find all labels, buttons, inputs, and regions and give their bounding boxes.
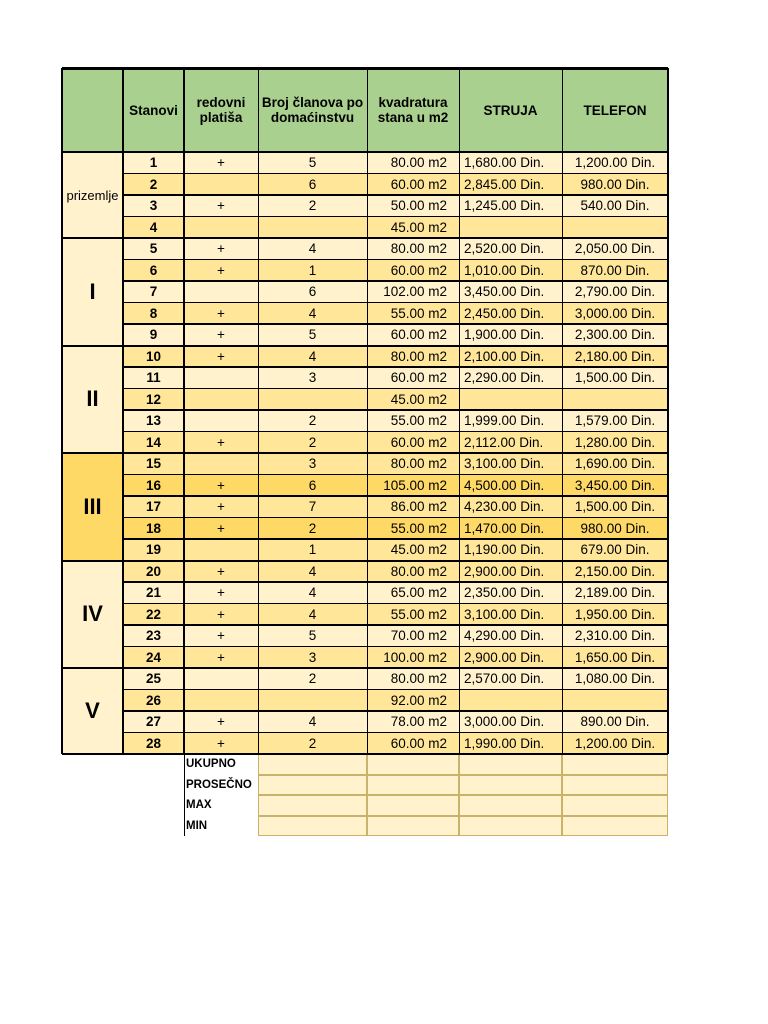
apartment-number-cell[interactable]: 1: [123, 152, 184, 174]
area-cell[interactable]: 102.00 m2: [367, 281, 459, 303]
summary-value-cell[interactable]: [367, 816, 459, 837]
phone-cell[interactable]: 2,050.00 Din.: [562, 238, 668, 260]
grid-line: [123, 581, 668, 583]
members-cell[interactable]: 4: [258, 604, 367, 626]
apartment-number-cell[interactable]: 19: [123, 539, 184, 561]
phone-cell[interactable]: 1,650.00 Din.: [562, 647, 668, 669]
electricity-cell[interactable]: 2,900.00 Din.: [459, 561, 562, 583]
regular-payer-cell[interactable]: [184, 367, 258, 389]
area-cell[interactable]: 80.00 m2: [367, 238, 459, 260]
apartment-number-cell[interactable]: 8: [123, 303, 184, 325]
electricity-cell[interactable]: 1,999.00 Din.: [459, 410, 562, 432]
phone-cell[interactable]: 2,180.00 Din.: [562, 346, 668, 368]
header-floor[interactable]: [62, 68, 123, 152]
grid-line: [184, 754, 185, 836]
apartment-number-cell[interactable]: 24: [123, 647, 184, 669]
electricity-cell[interactable]: 1,190.00 Din.: [459, 539, 562, 561]
electricity-cell[interactable]: [459, 217, 562, 239]
electricity-cell[interactable]: 2,845.00 Din.: [459, 174, 562, 196]
grid-line: [562, 68, 563, 754]
electricity-cell[interactable]: 1,470.00 Din.: [459, 518, 562, 540]
apartment-number-cell[interactable]: 25: [123, 668, 184, 690]
grid-line: [123, 431, 668, 432]
apartment-number-cell[interactable]: 4: [123, 217, 184, 239]
regular-payer-cell[interactable]: +: [184, 582, 258, 604]
regular-payer-cell[interactable]: +: [184, 260, 258, 282]
grid-line: [123, 624, 668, 626]
regular-payer-cell[interactable]: +: [184, 346, 258, 368]
grid-line: [123, 603, 668, 604]
area-cell[interactable]: 80.00 m2: [367, 561, 459, 583]
summary-value-cell[interactable]: [367, 775, 459, 796]
electricity-cell[interactable]: 3,450.00 Din.: [459, 281, 562, 303]
floor-label[interactable]: V: [62, 668, 123, 754]
members-cell[interactable]: 2: [258, 518, 367, 540]
apartment-number-cell[interactable]: 10: [123, 346, 184, 368]
summary-value-cell[interactable]: [562, 754, 668, 775]
summary-value-cell[interactable]: [367, 754, 459, 775]
regular-payer-cell[interactable]: [184, 453, 258, 475]
phone-cell[interactable]: 870.00 Din.: [562, 260, 668, 282]
regular-payer-cell[interactable]: [184, 174, 258, 196]
members-cell[interactable]: 3: [258, 647, 367, 669]
electricity-cell[interactable]: [459, 690, 562, 712]
members-cell[interactable]: 4: [258, 561, 367, 583]
members-cell[interactable]: 4: [258, 303, 367, 325]
electricity-cell[interactable]: 3,100.00 Din.: [459, 453, 562, 475]
apartment-number-cell[interactable]: 23: [123, 625, 184, 647]
electricity-cell[interactable]: 4,500.00 Din.: [459, 475, 562, 497]
electricity-cell[interactable]: 2,290.00 Din.: [459, 367, 562, 389]
members-cell[interactable]: [258, 217, 367, 239]
summary-label[interactable]: UKUPNO: [184, 754, 258, 775]
area-cell[interactable]: 100.00 m2: [367, 647, 459, 669]
apartment-number-cell[interactable]: 7: [123, 281, 184, 303]
electricity-cell[interactable]: 1,990.00 Din.: [459, 733, 562, 755]
regular-payer-cell[interactable]: +: [184, 195, 258, 217]
header-area[interactable]: kvadratura stana u m2: [367, 68, 459, 152]
members-cell[interactable]: 5: [258, 152, 367, 174]
floor-label[interactable]: I: [62, 238, 123, 346]
header-regular-payer[interactable]: redovni platiša: [184, 68, 258, 152]
members-cell[interactable]: 3: [258, 367, 367, 389]
regular-payer-cell[interactable]: [184, 389, 258, 411]
area-cell[interactable]: 60.00 m2: [367, 174, 459, 196]
apartment-number-cell[interactable]: 5: [123, 238, 184, 260]
grid-line: [62, 151, 668, 153]
regular-payer-cell[interactable]: +: [184, 432, 258, 454]
area-cell[interactable]: 70.00 m2: [367, 625, 459, 647]
apartment-number-cell[interactable]: 11: [123, 367, 184, 389]
area-cell[interactable]: 60.00 m2: [367, 324, 459, 346]
apartment-number-cell[interactable]: 3: [123, 195, 184, 217]
members-cell[interactable]: 1: [258, 260, 367, 282]
apartment-number-cell[interactable]: 20: [123, 561, 184, 583]
members-cell[interactable]: 2: [258, 733, 367, 755]
phone-cell[interactable]: 2,150.00 Din.: [562, 561, 668, 583]
grid-line: [123, 259, 668, 260]
members-cell[interactable]: 3: [258, 453, 367, 475]
summary-label[interactable]: MAX: [184, 795, 258, 816]
phone-cell[interactable]: 1,579.00 Din.: [562, 410, 668, 432]
apartment-number-cell[interactable]: 18: [123, 518, 184, 540]
apartment-number-cell[interactable]: 26: [123, 690, 184, 712]
summary-value-cell[interactable]: [459, 754, 562, 775]
grid-line: [123, 517, 668, 518]
members-cell[interactable]: 6: [258, 475, 367, 497]
members-cell[interactable]: 4: [258, 711, 367, 733]
regular-payer-cell[interactable]: +: [184, 496, 258, 518]
grid-line: [123, 409, 668, 411]
grid-line: [123, 495, 668, 497]
floor-label[interactable]: II: [62, 346, 123, 454]
header-members[interactable]: Broj članova po domaćinstvu: [258, 68, 367, 152]
members-cell[interactable]: 7: [258, 496, 367, 518]
apartment-number-cell[interactable]: 14: [123, 432, 184, 454]
grid-line: [62, 345, 668, 347]
grid-line: [123, 689, 668, 690]
header-apartments[interactable]: Stanovi: [123, 68, 184, 152]
members-cell[interactable]: 2: [258, 668, 367, 690]
electricity-cell[interactable]: 2,100.00 Din.: [459, 346, 562, 368]
grid-line: [123, 323, 668, 325]
phone-cell[interactable]: 1,950.00 Din.: [562, 604, 668, 626]
regular-payer-cell[interactable]: [184, 217, 258, 239]
apartment-number-cell[interactable]: 28: [123, 733, 184, 755]
phone-cell[interactable]: 3,450.00 Din.: [562, 475, 668, 497]
summary-value-cell[interactable]: [562, 795, 668, 816]
summary-value-cell[interactable]: [562, 816, 668, 837]
apartment-number-cell[interactable]: 27: [123, 711, 184, 733]
electricity-cell[interactable]: [459, 389, 562, 411]
area-cell[interactable]: 80.00 m2: [367, 453, 459, 475]
summary-value-cell[interactable]: [258, 795, 367, 816]
summary-label[interactable]: PROSEČNO: [184, 775, 258, 796]
phone-cell[interactable]: 1,080.00 Din.: [562, 668, 668, 690]
phone-cell[interactable]: [562, 217, 668, 239]
apartment-number-cell[interactable]: 21: [123, 582, 184, 604]
phone-cell[interactable]: 890.00 Din.: [562, 711, 668, 733]
members-cell[interactable]: 6: [258, 281, 367, 303]
phone-cell[interactable]: 1,200.00 Din.: [562, 152, 668, 174]
summary-label[interactable]: MIN: [184, 816, 258, 837]
apartment-number-cell[interactable]: 22: [123, 604, 184, 626]
summary-value-cell[interactable]: [459, 795, 562, 816]
members-cell[interactable]: 1: [258, 539, 367, 561]
electricity-cell[interactable]: 4,230.00 Din.: [459, 496, 562, 518]
area-cell[interactable]: 60.00 m2: [367, 367, 459, 389]
floor-label[interactable]: III: [62, 453, 123, 561]
members-cell[interactable]: 5: [258, 625, 367, 647]
regular-payer-cell[interactable]: +: [184, 324, 258, 346]
regular-payer-cell[interactable]: +: [184, 561, 258, 583]
grid-line: [123, 216, 668, 217]
regular-payer-cell[interactable]: +: [184, 625, 258, 647]
regular-payer-cell[interactable]: [184, 690, 258, 712]
regular-payer-cell[interactable]: [184, 281, 258, 303]
grid-line: [123, 538, 668, 540]
phone-cell[interactable]: [562, 690, 668, 712]
area-cell[interactable]: 92.00 m2: [367, 690, 459, 712]
area-cell[interactable]: 80.00 m2: [367, 668, 459, 690]
grid-line: [62, 452, 668, 454]
electricity-cell[interactable]: 3,000.00 Din.: [459, 711, 562, 733]
phone-cell[interactable]: 2,189.00 Din.: [562, 582, 668, 604]
apartment-number-cell[interactable]: 13: [123, 410, 184, 432]
members-cell[interactable]: 4: [258, 582, 367, 604]
grid-line: [123, 646, 668, 647]
phone-cell[interactable]: 2,310.00 Din.: [562, 625, 668, 647]
regular-payer-cell[interactable]: +: [184, 733, 258, 755]
area-cell[interactable]: 45.00 m2: [367, 539, 459, 561]
phone-cell[interactable]: 1,280.00 Din.: [562, 432, 668, 454]
regular-payer-cell[interactable]: +: [184, 152, 258, 174]
electricity-cell[interactable]: 1,900.00 Din.: [459, 324, 562, 346]
members-cell[interactable]: [258, 389, 367, 411]
grid-line: [61, 68, 63, 754]
area-cell[interactable]: 105.00 m2: [367, 475, 459, 497]
grid-line: [183, 68, 185, 754]
area-cell[interactable]: 60.00 m2: [367, 432, 459, 454]
apartment-number-cell[interactable]: 17: [123, 496, 184, 518]
area-cell[interactable]: 55.00 m2: [367, 410, 459, 432]
apartment-number-cell[interactable]: 6: [123, 260, 184, 282]
area-cell[interactable]: 78.00 m2: [367, 711, 459, 733]
phone-cell[interactable]: 2,300.00 Din.: [562, 324, 668, 346]
grid-line: [62, 237, 668, 239]
electricity-cell[interactable]: 2,520.00 Din.: [459, 238, 562, 260]
electricity-cell[interactable]: 1,680.00 Din.: [459, 152, 562, 174]
regular-payer-cell[interactable]: +: [184, 604, 258, 626]
phone-cell[interactable]: 679.00 Din.: [562, 539, 668, 561]
grid-line: [62, 667, 668, 669]
electricity-cell[interactable]: 2,112.00 Din.: [459, 432, 562, 454]
regular-payer-cell[interactable]: [184, 668, 258, 690]
area-cell[interactable]: 65.00 m2: [367, 582, 459, 604]
regular-payer-cell[interactable]: +: [184, 647, 258, 669]
phone-cell[interactable]: 1,500.00 Din.: [562, 496, 668, 518]
electricity-cell[interactable]: 2,570.00 Din.: [459, 668, 562, 690]
grid-line: [62, 560, 668, 562]
phone-cell[interactable]: 2,790.00 Din.: [562, 281, 668, 303]
electricity-cell[interactable]: 1,245.00 Din.: [459, 195, 562, 217]
grid-line: [123, 280, 668, 282]
members-cell[interactable]: [258, 690, 367, 712]
electricity-cell[interactable]: 2,350.00 Din.: [459, 582, 562, 604]
area-cell[interactable]: 55.00 m2: [367, 518, 459, 540]
apartment-number-cell[interactable]: 2: [123, 174, 184, 196]
summary-value-cell[interactable]: [562, 775, 668, 796]
grid-line: [122, 68, 124, 754]
area-cell[interactable]: 60.00 m2: [367, 733, 459, 755]
members-cell[interactable]: 2: [258, 432, 367, 454]
phone-cell[interactable]: 3,000.00 Din.: [562, 303, 668, 325]
area-cell[interactable]: 80.00 m2: [367, 346, 459, 368]
summary-value-cell[interactable]: [459, 816, 562, 837]
floor-label[interactable]: IV: [62, 561, 123, 669]
summary-value-cell[interactable]: [258, 816, 367, 837]
grid-line: [123, 173, 668, 174]
header-electricity[interactable]: STRUJA: [459, 68, 562, 152]
header-phone[interactable]: TELEFON: [562, 68, 668, 152]
phone-cell[interactable]: 540.00 Din.: [562, 195, 668, 217]
regular-payer-cell[interactable]: +: [184, 518, 258, 540]
members-cell[interactable]: 5: [258, 324, 367, 346]
grid-line: [367, 68, 368, 754]
members-cell[interactable]: 2: [258, 195, 367, 217]
electricity-cell[interactable]: 1,010.00 Din.: [459, 260, 562, 282]
area-cell[interactable]: 86.00 m2: [367, 496, 459, 518]
floor-label[interactable]: prizemlje: [62, 152, 123, 238]
grid-line: [459, 68, 460, 754]
grid-line: [258, 68, 259, 754]
area-cell[interactable]: 60.00 m2: [367, 260, 459, 282]
phone-cell[interactable]: 1,200.00 Din.: [562, 733, 668, 755]
summary-value-cell[interactable]: [367, 795, 459, 816]
members-cell[interactable]: 2: [258, 410, 367, 432]
electricity-cell[interactable]: 3,100.00 Din.: [459, 604, 562, 626]
regular-payer-cell[interactable]: [184, 539, 258, 561]
area-cell[interactable]: 45.00 m2: [367, 389, 459, 411]
grid-line: [62, 753, 668, 755]
grid-line: [123, 474, 668, 475]
electricity-cell[interactable]: 2,450.00 Din.: [459, 303, 562, 325]
grid-line: [123, 302, 668, 303]
members-cell[interactable]: 6: [258, 174, 367, 196]
apartment-number-cell[interactable]: 9: [123, 324, 184, 346]
grid-line: [667, 68, 669, 754]
area-cell[interactable]: 55.00 m2: [367, 303, 459, 325]
electricity-cell[interactable]: 2,900.00 Din.: [459, 647, 562, 669]
grid-line: [123, 732, 668, 733]
electricity-cell[interactable]: 4,290.00 Din.: [459, 625, 562, 647]
grid-line: [62, 67, 668, 70]
area-cell[interactable]: 45.00 m2: [367, 217, 459, 239]
summary-value-cell[interactable]: [258, 775, 367, 796]
grid-line: [123, 388, 668, 389]
regular-payer-cell[interactable]: +: [184, 303, 258, 325]
phone-cell[interactable]: 980.00 Din.: [562, 518, 668, 540]
grid-line: [123, 366, 668, 368]
apartment-number-cell[interactable]: 16: [123, 475, 184, 497]
regular-payer-cell[interactable]: +: [184, 711, 258, 733]
apartment-number-cell[interactable]: 12: [123, 389, 184, 411]
regular-payer-cell[interactable]: +: [184, 238, 258, 260]
grid-line: [123, 710, 668, 712]
members-cell[interactable]: 4: [258, 346, 367, 368]
members-cell[interactable]: 4: [258, 238, 367, 260]
area-cell[interactable]: 55.00 m2: [367, 604, 459, 626]
phone-cell[interactable]: 1,690.00 Din.: [562, 453, 668, 475]
area-cell[interactable]: 80.00 m2: [367, 152, 459, 174]
phone-cell[interactable]: [562, 389, 668, 411]
summary-value-cell[interactable]: [459, 775, 562, 796]
phone-cell[interactable]: 1,500.00 Din.: [562, 367, 668, 389]
grid-line: [123, 194, 668, 196]
area-cell[interactable]: 50.00 m2: [367, 195, 459, 217]
regular-payer-cell[interactable]: [184, 410, 258, 432]
regular-payer-cell[interactable]: +: [184, 475, 258, 497]
apartment-number-cell[interactable]: 15: [123, 453, 184, 475]
phone-cell[interactable]: 980.00 Din.: [562, 174, 668, 196]
summary-value-cell[interactable]: [258, 754, 367, 775]
